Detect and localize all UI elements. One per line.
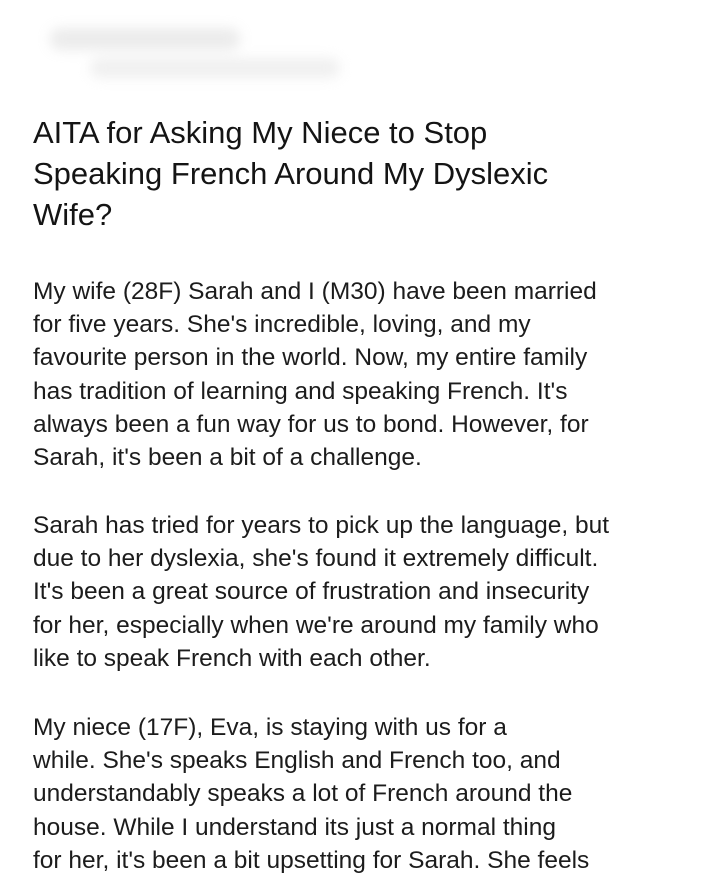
paragraph-line: house. While I understand its just a normal thing	[33, 813, 556, 841]
title-line: Wife?	[33, 197, 113, 232]
paragraph-line: It's been a great source of frustration and insecurity	[33, 578, 590, 606]
title-line: Speaking French Around My Dyslexic	[33, 156, 549, 191]
paragraph-line: Sarah, it's been a bit of a challenge.	[33, 444, 422, 472]
paragraph-line: favourite person in the world. Now, my entire family	[33, 344, 588, 372]
paragraph-line: Sarah has tried for years to pick up the language, but	[33, 512, 610, 539]
paragraph-line: has tradition of learning and speaking French. It's	[33, 377, 568, 405]
post-paragraph-1	[33, 275, 703, 474]
blurred-header-bar	[50, 28, 240, 50]
post-paragraph-2	[33, 509, 703, 675]
paragraph-line: while. She's speaks English and French too, and	[33, 747, 561, 775]
blurred-header	[30, 20, 360, 90]
paragraph-line: like to speak French with each other.	[33, 644, 431, 672]
paragraph-line: My wife (28F) Sarah and I (M30) have been married	[33, 278, 597, 305]
paragraph-line: due to her dyslexia, she's found it extremely difficult.	[33, 545, 599, 573]
paragraph-line: for five years. She's incredible, loving, and my	[33, 311, 531, 339]
blurred-header-bar	[90, 58, 340, 78]
post-title	[33, 112, 683, 235]
title-line: AITA for Asking My Niece to Stop	[33, 115, 488, 150]
post-paragraph-3	[33, 711, 703, 877]
paragraph-line: understandably speaks a lot of French around the	[33, 780, 573, 808]
paragraph-line: always been a fun way for us to bond. However, for	[33, 410, 589, 438]
paragraph-line: My niece (17F), Eva, is staying with us for a	[33, 714, 507, 741]
paragraph-line: for her, especially when we're around my family who	[33, 611, 599, 639]
paragraph-line: for her, it's been a bit upsetting for Sarah. She feels	[33, 846, 590, 874]
